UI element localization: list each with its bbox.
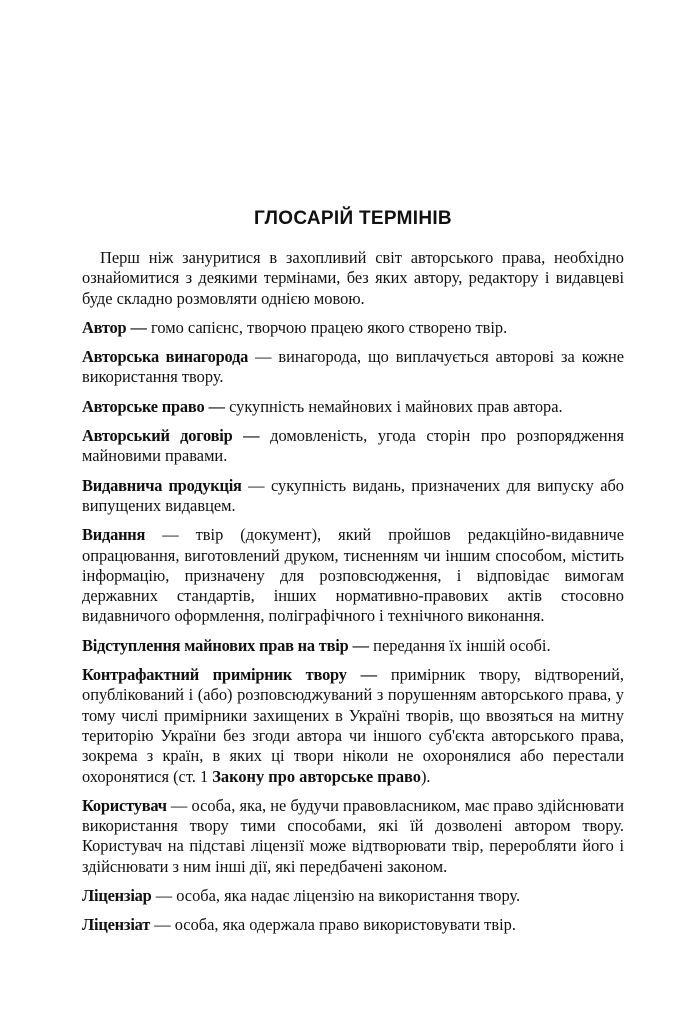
glossary-entry-publishing-products: [82, 476, 624, 517]
glossary-entry-licensee: [82, 915, 624, 935]
glossary-definition: винагорода, що виплачується авторові за кожне використання твору.: [82, 347, 624, 387]
glossary-term: Авторський договір: [82, 426, 233, 446]
intro-paragraph: Перш ніж зануритися в захопливий світ авторського права, необхідно ознайомитися з деякими термінами, без яких автору, редактору і видавцеві буде складно розмовляти однією мовою.: [82, 248, 624, 308]
glossary-entry-copyright: [82, 397, 624, 417]
glossary-term: Ліцензіат: [82, 915, 151, 935]
term-dash: —: [126, 317, 152, 337]
glossary-entry-assignment-of-rights: [82, 636, 624, 656]
glossary-definition: примірник твору, відтворений, опублікований і (або) розповсюджуваний з порушенням авторського права, у тому числі примірники захищених в Україні творів, що ввозяться на митну територію України без згоди автора чи іншого суб'єкта авторського права, зокрема з країн, в яких ці твори ніколи не охоронялися або перестали охоронятися (ст. 1: [82, 665, 625, 786]
glossary-entry-counterfeit-copy: [82, 665, 624, 787]
glossary-term: Видавнича продукція: [82, 475, 242, 495]
glossary-entry-edition: [82, 525, 624, 626]
law-reference: Закону про авторське право: [212, 766, 421, 786]
glossary-entry-royalty: [82, 347, 624, 388]
term-dash: —: [248, 347, 279, 367]
glossary-definition: сукупність немайнових і майнових прав автора.: [229, 396, 563, 416]
glossary-definition: особа, яка надає ліцензію на використання твору.: [176, 886, 521, 906]
glossary-term: Автор: [82, 317, 127, 337]
glossary-definition: особа, яка, не будучи правовласником, має право здійснювати використання твору тими способами, які їй дозволені автором твору. Користувач на підставі ліцензії може відтворювати твір, переробляти його і здійснювати з ним інші дії, які передбачені законом.: [82, 795, 624, 876]
glossary-term: Користувач: [82, 795, 167, 815]
term-dash: —: [150, 915, 175, 935]
term-dash: —: [145, 525, 196, 545]
term-dash: —: [346, 665, 391, 685]
glossary-entry-licensor: [82, 886, 624, 906]
document-page: [82, 208, 624, 945]
glossary-term: Відступлення майнових прав на твір: [82, 635, 349, 655]
glossary-definition: передання їх іншій особі.: [373, 635, 551, 655]
glossary-entry-user: [82, 796, 624, 877]
term-dash: —: [166, 795, 192, 815]
glossary-entry-author-contract: [82, 426, 624, 467]
glossary-definition: домовленість, угода сторін про розпорядження майновими правами.: [82, 426, 625, 466]
glossary-definition: твір (документ), який пройшов редакційно-видавниче опрацювання, виготовлений друком, тисненням чи іншим способом, містить інформацію, призначену для розповсюдження, і відповідає вимогам державних стандартів, інших нормативно-правових актів стосовно видавничого оформлення, поліграфічного і технічного виконання.: [82, 525, 624, 626]
glossary-term: Ліцензіар: [82, 886, 152, 906]
glossary-term: Авторське право: [82, 396, 205, 416]
term-dash: —: [241, 475, 271, 495]
glossary-definition: гомо сапієнс, творчою працею якого створено твір.: [151, 317, 508, 337]
glossary-entry-author: [82, 318, 624, 338]
term-dash: —: [232, 426, 271, 446]
definition-tail: ).: [420, 766, 431, 786]
glossary-definition: сукупність видань, призначених для випуску або випущених видавцем.: [82, 475, 625, 515]
term-dash: —: [204, 396, 230, 416]
glossary-term: Контрафактний примірник твору: [82, 665, 347, 685]
glossary-term: Авторська винагорода: [82, 347, 249, 367]
term-dash: —: [151, 886, 177, 906]
glossary-term: Видання: [82, 525, 146, 545]
term-dash: —: [348, 635, 374, 655]
page-title: ГЛОСАРІЙ ТЕРМІНІВ: [254, 208, 452, 229]
glossary-definition: особа, яка одержала право використовувати твір.: [174, 915, 516, 935]
